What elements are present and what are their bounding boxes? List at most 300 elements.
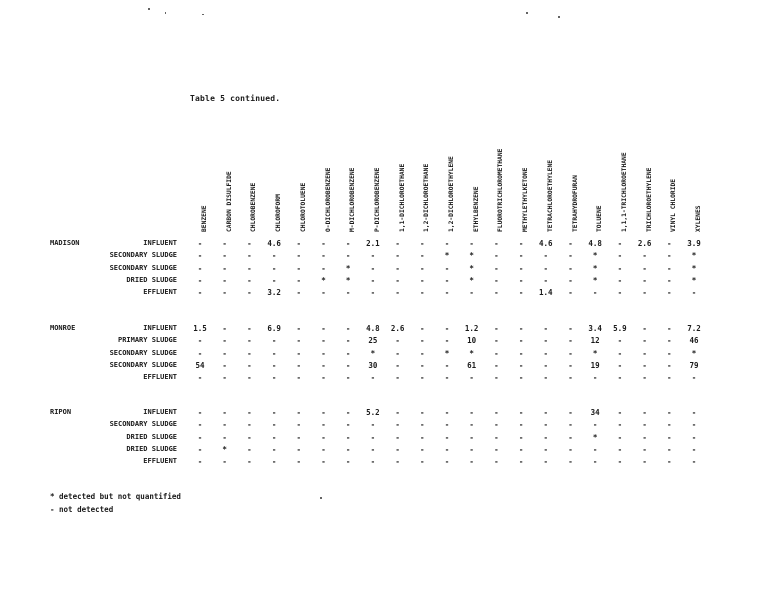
table-cell: - — [642, 263, 647, 273]
sample-label: SECONDARY SLUDGE — [109, 360, 177, 369]
table-cell: - — [568, 408, 573, 417]
table-cell: - — [321, 251, 326, 261]
sample-label: EFFLUENT — [143, 373, 177, 382]
table-cell: - — [568, 457, 573, 467]
table-cell: - — [395, 408, 400, 417]
table-cell: - — [222, 275, 227, 285]
table-cell: - — [642, 275, 647, 285]
table-cell: - — [691, 457, 697, 467]
table-cell: 25 — [368, 336, 378, 346]
table-cell: - — [444, 360, 450, 370]
column-header — [369, 150, 385, 232]
table-cell: - — [592, 420, 598, 430]
table-cell: - — [543, 420, 549, 430]
table-cell: 46 — [689, 336, 699, 346]
table-cell: - — [469, 239, 474, 248]
table-cell: - — [667, 457, 672, 467]
table-cell: - — [592, 288, 598, 298]
column-header — [567, 150, 583, 232]
table-cell: - — [321, 420, 326, 430]
table-cell: - — [494, 420, 499, 430]
table-cell: - — [345, 288, 351, 298]
table-cell: - — [370, 444, 376, 454]
table-cell: - — [247, 275, 252, 285]
table-cell: - — [395, 360, 400, 370]
table-cell: * — [691, 348, 697, 358]
table-cell: - — [494, 336, 499, 346]
table-cell: - — [420, 444, 425, 454]
table-cell: - — [247, 420, 252, 430]
table-cell: - — [271, 275, 277, 285]
table-cell: 1.4 — [539, 288, 553, 298]
table-cell: - — [395, 288, 400, 298]
table-cell: * — [691, 275, 697, 285]
table-cell: 34 — [590, 408, 600, 417]
table-cell: - — [469, 373, 474, 383]
table-cell: - — [469, 444, 474, 454]
table-cell: - — [321, 408, 326, 417]
table-cell: - — [642, 444, 647, 454]
table-cell: - — [271, 408, 277, 417]
table-cell: - — [222, 251, 227, 261]
table-cell: - — [345, 348, 351, 358]
table-cell: - — [197, 239, 203, 248]
table-cell: - — [247, 263, 252, 273]
table-cell: 2.6 — [390, 324, 405, 333]
table-cell: - — [518, 444, 524, 454]
table-cell: - — [197, 444, 203, 454]
table-cell: - — [518, 348, 524, 358]
table-cell: - — [321, 324, 326, 333]
table-cell: - — [667, 420, 672, 430]
table-cell: - — [444, 373, 450, 383]
table-cell: - — [494, 251, 499, 261]
table-cell: - — [592, 373, 598, 383]
table-cell: - — [543, 348, 549, 358]
table-cell: - — [296, 444, 302, 454]
table-cell: - — [667, 348, 672, 358]
table-cell: 12 — [590, 336, 600, 346]
column-header-label: METHYLETHYLKETONE — [522, 167, 530, 232]
table-cell: - — [247, 348, 252, 358]
table-cell: - — [543, 457, 549, 467]
sample-label: DRIED SLUDGE — [126, 432, 177, 441]
table-cell: - — [469, 457, 474, 467]
table-cell: - — [321, 444, 326, 454]
table-cell: - — [667, 373, 672, 383]
table-cell: - — [222, 348, 227, 358]
table-cell: - — [617, 275, 623, 285]
sample-label: SECONDARY SLUDGE — [109, 251, 177, 260]
table-cell: - — [568, 251, 573, 261]
table-cell: - — [518, 263, 524, 273]
table-cell: - — [494, 457, 499, 467]
legend-detected: * detected but not quantified — [50, 492, 181, 501]
table-cell: - — [568, 288, 573, 298]
column-header — [270, 150, 286, 232]
table-cell: - — [296, 420, 302, 430]
table-cell: * — [691, 251, 697, 261]
table-cell: - — [494, 444, 499, 454]
column-header — [295, 150, 311, 232]
table-cell: - — [345, 336, 351, 346]
table-cell: - — [296, 408, 302, 417]
table-cell: - — [667, 239, 672, 248]
table-cell: - — [568, 239, 573, 248]
table-cell: - — [543, 251, 549, 261]
table-cell: * — [469, 263, 474, 273]
column-header — [468, 150, 484, 232]
table-cell: 79 — [689, 360, 699, 370]
table-cell: 5.2 — [366, 408, 380, 417]
table-cell: - — [345, 239, 351, 248]
table-cell: - — [321, 288, 326, 298]
table-cell: - — [271, 444, 277, 454]
table-cell: - — [568, 360, 573, 370]
column-header — [344, 150, 360, 232]
table-cell: - — [271, 251, 277, 261]
table-cell: - — [518, 360, 524, 370]
table-cell: - — [642, 373, 647, 383]
sample-label: SECONDARY SLUDGE — [109, 420, 177, 429]
table-cell: 1.2 — [464, 324, 479, 333]
table-cell: - — [395, 336, 400, 346]
table-cell: - — [247, 444, 252, 454]
table-cell: 19 — [590, 360, 600, 370]
column-header-label: FLUOROTRICHLOROMETHANE — [497, 148, 505, 232]
table-cell: 54 — [195, 360, 205, 370]
table-cell: - — [321, 360, 326, 370]
table-cell: * — [444, 348, 450, 358]
table-cell: - — [568, 348, 573, 358]
table-cell: - — [420, 275, 425, 285]
column-header-label: XYLENES — [695, 205, 702, 232]
table-cell: - — [494, 288, 499, 298]
sample-label: SECONDARY SLUDGE — [109, 348, 177, 357]
column-header — [221, 150, 237, 232]
column-header — [320, 150, 336, 232]
table-cell: - — [247, 408, 252, 417]
table-cell: - — [518, 275, 524, 285]
column-header-label: CHLOROBENZENE — [250, 182, 258, 232]
table-cell: - — [642, 288, 647, 298]
table-cell: - — [518, 251, 524, 261]
table-cell: - — [296, 457, 302, 467]
column-header — [492, 150, 508, 232]
table-cell: - — [617, 263, 623, 273]
column-header-label: ETHYLBENZENE — [472, 186, 480, 232]
table-cell: - — [420, 360, 425, 370]
table-cell: - — [420, 288, 425, 298]
table-cell: - — [370, 457, 376, 467]
table-cell: - — [667, 288, 672, 298]
table-cell: - — [568, 432, 573, 442]
table-cell: - — [444, 239, 450, 248]
table-cell: - — [321, 239, 326, 248]
column-header-label: O-DICHLOROBENZENE — [324, 167, 332, 232]
table-cell: - — [543, 263, 549, 273]
table-cell: - — [370, 275, 376, 285]
table-cell: - — [222, 263, 227, 273]
table-cell: - — [296, 251, 302, 261]
column-header — [443, 150, 459, 232]
table-cell: - — [420, 324, 425, 333]
table-cell: - — [617, 360, 623, 370]
table-cell: - — [642, 348, 647, 358]
table-cell: - — [543, 373, 549, 383]
table-cell: - — [420, 239, 425, 248]
table-cell: - — [296, 324, 302, 333]
table-cell: - — [518, 324, 524, 333]
column-header-label: TRICHLOROETHYLENE — [645, 167, 653, 232]
sample-label: PRIMARY SLUDGE — [117, 336, 177, 345]
table-cell: - — [321, 336, 326, 346]
table-cell: - — [543, 336, 549, 346]
table-cell: - — [370, 251, 376, 261]
table-cell: - — [395, 348, 400, 358]
table-cell: - — [271, 420, 277, 430]
table-cell: - — [197, 263, 203, 273]
table-cell: - — [518, 239, 524, 248]
column-header — [542, 150, 558, 232]
table-cell: - — [271, 457, 277, 467]
table-cell: - — [667, 360, 672, 370]
table-cell: - — [247, 336, 252, 346]
table-cell: 1.5 — [193, 324, 207, 333]
table-cell: - — [395, 444, 400, 454]
table-cell: - — [543, 408, 549, 417]
table-cell: - — [345, 420, 351, 430]
table-cell: - — [494, 360, 499, 370]
table-cell: - — [691, 420, 697, 430]
table-cell: 3.4 — [588, 324, 602, 333]
table-cell: - — [568, 444, 573, 454]
table-cell: - — [494, 275, 499, 285]
table-cell: * — [592, 432, 598, 442]
table-cell: - — [222, 373, 227, 383]
table-cell: - — [592, 444, 598, 454]
column-header-label: CHLOROTOLUENE — [299, 182, 307, 232]
table-cell: - — [691, 288, 697, 298]
table-cell: * — [469, 348, 474, 358]
table-cell: - — [642, 432, 647, 442]
column-header — [616, 150, 632, 232]
table-cell: - — [222, 360, 227, 370]
table-cell: - — [420, 373, 425, 383]
table-cell: - — [568, 420, 573, 430]
sample-label: INFLUENT — [143, 324, 177, 332]
table-cell: - — [617, 408, 623, 417]
table-cell: - — [617, 432, 623, 442]
table-cell: - — [642, 360, 647, 370]
table-cell: - — [667, 275, 672, 285]
table-cell: - — [247, 360, 252, 370]
table-cell: * — [592, 251, 598, 261]
table-cell: - — [617, 336, 623, 346]
table-cell: - — [518, 432, 524, 442]
table-cell: 4.8 — [366, 324, 380, 333]
table-cell: - — [642, 408, 647, 417]
table-cell: - — [667, 263, 672, 273]
table-cell: - — [197, 420, 203, 430]
scan-speck — [526, 12, 528, 14]
sample-label: SECONDARY SLUDGE — [109, 263, 177, 272]
table-cell: - — [321, 373, 326, 383]
table-cell: - — [691, 444, 697, 454]
table-cell: - — [617, 444, 623, 454]
table-cell: - — [444, 408, 450, 417]
table-cell: - — [222, 324, 227, 333]
column-header-label: CHLOROFORM — [275, 194, 283, 232]
table-cell: - — [667, 324, 672, 333]
column-header-label: 1,1,1-TRICHLOROETHANE — [620, 152, 628, 232]
table-cell: - — [617, 288, 623, 298]
table-cell: - — [667, 251, 672, 261]
scan-speck — [320, 497, 322, 499]
table-cell: - — [444, 420, 450, 430]
table-cell: - — [296, 275, 302, 285]
table-cell: - — [370, 263, 376, 273]
table-cell: - — [197, 373, 203, 383]
table-cell: - — [494, 239, 499, 248]
table-cell: - — [642, 420, 647, 430]
column-header-label: 1,2-DICHLOROETHYLENE — [448, 156, 455, 232]
table-cell: - — [494, 373, 499, 383]
table-cell: - — [197, 348, 203, 358]
table-cell: - — [345, 444, 351, 454]
table-cell: - — [370, 288, 376, 298]
table-cell: - — [296, 360, 302, 370]
table-cell: - — [271, 373, 277, 383]
table-cell: - — [543, 275, 549, 285]
table-cell: - — [469, 432, 474, 442]
table-cell: - — [222, 239, 227, 248]
table-cell: - — [247, 457, 252, 467]
table-cell: - — [642, 251, 647, 261]
table-cell: 61 — [467, 360, 477, 370]
scan-speck — [165, 12, 166, 14]
table-cell: - — [568, 275, 573, 285]
sample-label: INFLUENT — [143, 408, 177, 416]
column-header-label: P-DICHLOROBENZENE — [373, 167, 381, 232]
table-cell: - — [321, 432, 326, 442]
table-cell: - — [197, 336, 203, 346]
table-cell: - — [271, 360, 277, 370]
scan-speck — [202, 14, 204, 15]
table-cell: - — [296, 432, 302, 442]
table-cell: - — [494, 432, 499, 442]
table-cell: * — [469, 275, 474, 285]
table-cell: - — [197, 408, 203, 417]
table-cell: * — [592, 348, 598, 358]
table-cell: - — [494, 348, 499, 358]
table-cell: - — [444, 263, 450, 273]
table-cell: * — [592, 275, 598, 285]
site-name: MONROE — [50, 324, 76, 332]
table-cell: 10 — [467, 336, 477, 346]
table-cell: * — [592, 263, 598, 273]
table-cell: * — [370, 348, 376, 358]
table-cell: - — [296, 336, 302, 346]
sample-label: DRIED SLUDGE — [126, 275, 177, 284]
table-cell: - — [345, 373, 351, 383]
scan-speck — [558, 16, 560, 18]
table-cell: - — [494, 324, 499, 333]
table-cell: - — [370, 420, 376, 430]
table-cell: - — [247, 239, 252, 248]
table-cell: - — [345, 408, 351, 417]
column-header — [665, 150, 681, 232]
table-cell: - — [444, 275, 450, 285]
table-cell: - — [222, 420, 227, 430]
table-cell: - — [197, 432, 203, 442]
table-cell: - — [518, 373, 524, 383]
table-cell: - — [247, 324, 252, 333]
table-cell: 2.6 — [637, 239, 652, 248]
table-cell: - — [667, 444, 672, 454]
table-cell: 2.1 — [366, 239, 380, 248]
table-cell: - — [469, 288, 474, 298]
table-cell: - — [345, 360, 351, 370]
table-cell: * — [345, 263, 351, 273]
table-cell: - — [420, 251, 425, 261]
table-cell: - — [395, 373, 400, 383]
sample-label: EFFLUENT — [143, 288, 177, 297]
table-cell: 4.6 — [539, 239, 553, 248]
table-cell: * — [345, 275, 351, 285]
table-cell: - — [469, 420, 474, 430]
table-cell: - — [222, 408, 227, 417]
table-cell: - — [494, 408, 499, 417]
table-cell: - — [568, 263, 573, 273]
table-cell: - — [296, 348, 302, 358]
table-cell: - — [420, 336, 425, 346]
table-cell: - — [321, 348, 326, 358]
table-cell: - — [444, 324, 450, 333]
table-cell: - — [247, 288, 252, 298]
table-cell: - — [271, 263, 277, 273]
column-header-label: M-DICHLOROBENZENE — [349, 167, 357, 232]
table-cell: - — [518, 408, 524, 417]
table-cell: - — [345, 324, 351, 333]
table-cell: - — [691, 408, 697, 417]
site-name: RIPON — [50, 408, 72, 416]
table-cell: - — [247, 432, 252, 442]
table-cell: - — [469, 408, 474, 417]
table-cell: - — [222, 432, 227, 442]
table-cell: * — [321, 275, 326, 285]
column-header-label: 1,1-DICHLOROETHANE — [398, 163, 406, 232]
column-header-label: TETRACHLOROETHYLENE — [546, 159, 554, 232]
table-cell: - — [543, 360, 549, 370]
table-cell: - — [667, 432, 672, 442]
column-header-label: VINYL CHLORIDE — [670, 178, 678, 232]
table-cell: 5.9 — [613, 324, 627, 333]
table-cell: - — [222, 288, 227, 298]
column-header — [641, 150, 657, 232]
column-header — [517, 150, 533, 232]
table-cell: - — [247, 373, 252, 383]
table-cell: - — [395, 251, 400, 261]
column-header — [196, 150, 212, 232]
table-cell: - — [444, 336, 450, 346]
table-cell: - — [271, 348, 277, 358]
column-header-label: TOLUENE — [596, 205, 604, 232]
column-header-label: BENZENE — [201, 205, 208, 232]
table-cell: - — [197, 288, 203, 298]
table-cell: * — [444, 251, 450, 261]
table-cell: - — [642, 336, 647, 346]
